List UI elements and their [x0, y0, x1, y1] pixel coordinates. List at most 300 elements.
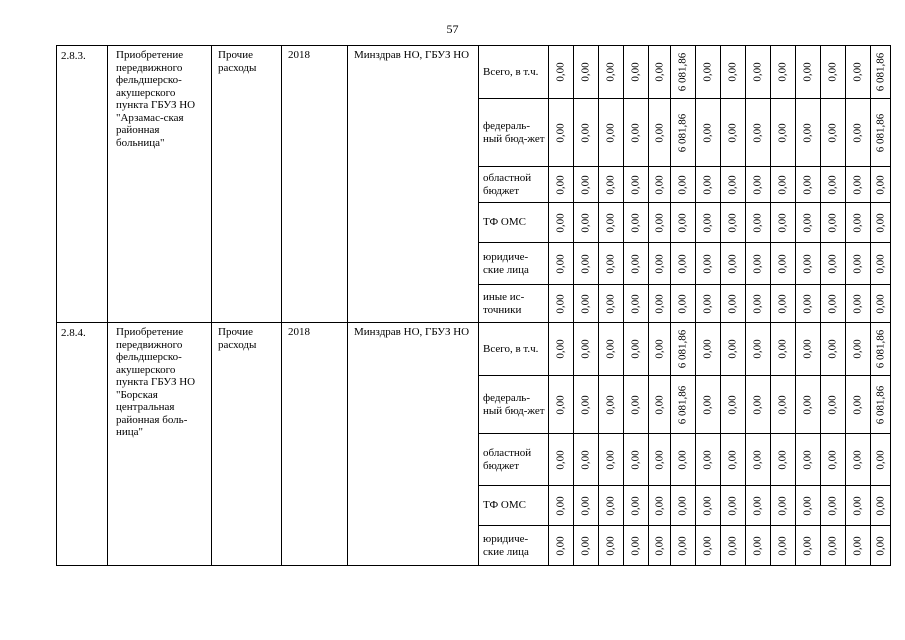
value-cell [649, 376, 671, 434]
zero-value: 0,00 [579, 212, 592, 233]
zero-value: 0,00 [604, 394, 617, 415]
zero-value: 0,00 [604, 62, 617, 82]
value-cell [574, 376, 599, 434]
value-cell [549, 434, 574, 486]
zero-value: 0,00 [874, 495, 886, 516]
zero-value: 0,00 [726, 174, 739, 195]
zero-value: 0,00 [801, 174, 814, 195]
zero-value: 0,00 [604, 293, 617, 314]
value-cell [846, 167, 871, 203]
zero-value: 0,00 [851, 293, 864, 314]
value-cell [649, 167, 671, 203]
zero-value: 0,00 [851, 174, 864, 195]
zero-value: 0,00 [629, 253, 642, 274]
value-cell [671, 285, 696, 323]
total-value: 6 081,86 [676, 113, 689, 152]
value-cell [549, 376, 574, 434]
item-year: 2018 [282, 323, 348, 566]
value-cell [649, 285, 671, 323]
value-cell [746, 486, 771, 526]
zero-value: 0,00 [776, 449, 789, 470]
zero-value: 0,00 [726, 495, 739, 516]
zero-value: 0,00 [776, 394, 789, 415]
zero-value: 0,00 [604, 122, 617, 143]
zero-value: 0,00 [579, 449, 592, 470]
zero-value: 0,00 [801, 212, 814, 233]
funding-source: иные ис-точники [479, 285, 549, 323]
zero-value: 0,00 [653, 174, 665, 195]
value-cell [721, 486, 746, 526]
zero-value: 0,00 [554, 174, 567, 195]
zero-value: 0,00 [751, 253, 764, 274]
value-cell [771, 99, 796, 167]
value-cell [721, 167, 746, 203]
zero-value: 0,00 [776, 495, 789, 516]
zero-value: 0,00 [826, 212, 839, 233]
value-cell [696, 376, 721, 434]
value-cell [721, 526, 746, 566]
zero-value: 0,00 [751, 339, 764, 359]
zero-value: 0,00 [826, 535, 839, 556]
zero-value: 0,00 [676, 535, 689, 556]
zero-value: 0,00 [676, 293, 689, 314]
funding-source: ТФ ОМС [479, 486, 549, 526]
value-cell [871, 376, 891, 434]
value-cell [549, 167, 574, 203]
value-cell [599, 285, 624, 323]
total-value: 6 081,86 [874, 385, 886, 424]
value-cell [549, 526, 574, 566]
value-cell [821, 486, 846, 526]
value-cell [721, 46, 746, 99]
value-cell [574, 434, 599, 486]
zero-value: 0,00 [629, 212, 642, 233]
value-cell [696, 167, 721, 203]
zero-value: 0,00 [801, 394, 814, 415]
zero-value: 0,00 [851, 122, 864, 143]
funding-source: ТФ ОМС [479, 203, 549, 243]
value-cell [574, 167, 599, 203]
funding-source: федераль-ный бюд-жет [479, 376, 549, 434]
zero-value: 0,00 [851, 449, 864, 470]
zero-value: 0,00 [751, 495, 764, 516]
value-cell [871, 434, 891, 486]
value-cell [846, 323, 871, 376]
zero-value: 0,00 [826, 122, 839, 143]
zero-value: 0,00 [701, 339, 714, 359]
value-cell [671, 526, 696, 566]
zero-value: 0,00 [579, 253, 592, 274]
zero-value: 0,00 [751, 174, 764, 195]
value-cell [871, 285, 891, 323]
zero-value: 0,00 [701, 293, 714, 314]
value-cell [721, 203, 746, 243]
value-cell [796, 526, 821, 566]
value-cell [649, 203, 671, 243]
zero-value: 0,00 [653, 212, 665, 233]
value-cell [649, 46, 671, 99]
zero-value: 0,00 [579, 62, 592, 82]
value-cell [846, 203, 871, 243]
zero-value: 0,00 [629, 174, 642, 195]
funding-source: Всего, в т.ч. [479, 46, 549, 99]
value-cell [746, 526, 771, 566]
value-cell [871, 167, 891, 203]
table-row [57, 323, 891, 376]
zero-value: 0,00 [701, 253, 714, 274]
zero-value: 0,00 [874, 212, 886, 233]
value-cell [649, 434, 671, 486]
value-cell [696, 323, 721, 376]
value-cell [696, 486, 721, 526]
value-cell [846, 285, 871, 323]
value-cell [671, 46, 696, 99]
zero-value: 0,00 [851, 212, 864, 233]
value-cell [624, 285, 649, 323]
zero-value: 0,00 [776, 535, 789, 556]
zero-value: 0,00 [701, 535, 714, 556]
value-cell [771, 486, 796, 526]
value-cell [574, 526, 599, 566]
value-cell [771, 46, 796, 99]
value-cell [624, 376, 649, 434]
zero-value: 0,00 [701, 212, 714, 233]
value-cell [746, 203, 771, 243]
zero-value: 0,00 [874, 293, 886, 314]
value-cell [771, 167, 796, 203]
zero-value: 0,00 [801, 495, 814, 516]
value-cell [771, 376, 796, 434]
zero-value: 0,00 [776, 293, 789, 314]
value-cell [721, 285, 746, 323]
zero-value: 0,00 [653, 253, 665, 274]
zero-value: 0,00 [726, 253, 739, 274]
zero-value: 0,00 [726, 535, 739, 556]
value-cell [599, 99, 624, 167]
value-cell [821, 99, 846, 167]
zero-value: 0,00 [851, 394, 864, 415]
value-cell [671, 243, 696, 285]
value-cell [624, 323, 649, 376]
value-cell [871, 99, 891, 167]
value-cell [796, 486, 821, 526]
value-cell [771, 285, 796, 323]
value-cell [746, 243, 771, 285]
zero-value: 0,00 [653, 535, 665, 556]
funding-source: областной бюджет [479, 434, 549, 486]
zero-value: 0,00 [653, 339, 665, 359]
value-cell [624, 203, 649, 243]
zero-value: 0,00 [851, 253, 864, 274]
value-cell [624, 167, 649, 203]
item-name: Приобретение передвижного фельдшерско-акушерского пункта ГБУЗ НО "Борская центральная районная боль-ница" [108, 323, 212, 566]
zero-value: 0,00 [851, 339, 864, 359]
zero-value: 0,00 [776, 339, 789, 359]
value-cell [696, 46, 721, 99]
value-cell [624, 99, 649, 167]
zero-value: 0,00 [776, 62, 789, 82]
value-cell [796, 99, 821, 167]
value-cell [871, 323, 891, 376]
value-cell [599, 526, 624, 566]
value-cell [599, 46, 624, 99]
value-cell [871, 526, 891, 566]
value-cell [746, 434, 771, 486]
value-cell [624, 486, 649, 526]
value-cell [696, 243, 721, 285]
zero-value: 0,00 [701, 495, 714, 516]
expense-type: Прочие расходы [212, 323, 282, 566]
zero-value: 0,00 [701, 62, 714, 82]
value-cell [649, 526, 671, 566]
value-cell [771, 243, 796, 285]
value-cell [796, 434, 821, 486]
zero-value: 0,00 [726, 449, 739, 470]
zero-value: 0,00 [579, 495, 592, 516]
value-cell [746, 99, 771, 167]
value-cell [846, 243, 871, 285]
zero-value: 0,00 [701, 449, 714, 470]
zero-value: 0,00 [751, 449, 764, 470]
zero-value: 0,00 [676, 212, 689, 233]
value-cell [771, 203, 796, 243]
zero-value: 0,00 [726, 212, 739, 233]
responsible-executor: Минздрав НО, ГБУЗ НО [348, 46, 479, 323]
zero-value: 0,00 [826, 339, 839, 359]
zero-value: 0,00 [653, 495, 665, 516]
value-cell [599, 323, 624, 376]
value-cell [846, 486, 871, 526]
value-cell [649, 323, 671, 376]
zero-value: 0,00 [826, 62, 839, 82]
value-cell [574, 99, 599, 167]
value-cell [671, 376, 696, 434]
zero-value: 0,00 [701, 122, 714, 143]
zero-value: 0,00 [554, 535, 567, 556]
value-cell [671, 99, 696, 167]
value-cell [796, 46, 821, 99]
value-cell [599, 167, 624, 203]
value-cell [796, 376, 821, 434]
zero-value: 0,00 [676, 174, 689, 195]
zero-value: 0,00 [874, 535, 886, 556]
value-cell [574, 203, 599, 243]
zero-value: 0,00 [554, 212, 567, 233]
value-cell [771, 434, 796, 486]
zero-value: 0,00 [579, 293, 592, 314]
zero-value: 0,00 [554, 449, 567, 470]
funding-source: Всего, в т.ч. [479, 323, 549, 376]
zero-value: 0,00 [701, 394, 714, 415]
value-cell [821, 167, 846, 203]
value-cell [599, 376, 624, 434]
value-cell [624, 243, 649, 285]
total-value: 6 081,86 [676, 52, 689, 92]
funding-source: юридиче-ские лица [479, 526, 549, 566]
zero-value: 0,00 [751, 535, 764, 556]
zero-value: 0,00 [751, 394, 764, 415]
program-table [56, 45, 891, 566]
total-value: 6 081,86 [874, 52, 886, 92]
total-value: 6 081,86 [874, 113, 886, 152]
zero-value: 0,00 [751, 212, 764, 233]
value-cell [721, 243, 746, 285]
item-number: 2.8.4. [57, 323, 108, 566]
value-cell [624, 526, 649, 566]
zero-value: 0,00 [653, 122, 665, 143]
value-cell [696, 99, 721, 167]
zero-value: 0,00 [676, 495, 689, 516]
zero-value: 0,00 [554, 293, 567, 314]
zero-value: 0,00 [629, 495, 642, 516]
value-cell [624, 46, 649, 99]
value-cell [721, 434, 746, 486]
value-cell [549, 46, 574, 99]
zero-value: 0,00 [751, 62, 764, 82]
value-cell [871, 203, 891, 243]
value-cell [871, 243, 891, 285]
value-cell [746, 376, 771, 434]
value-cell [671, 434, 696, 486]
zero-value: 0,00 [629, 535, 642, 556]
value-cell [821, 46, 846, 99]
zero-value: 0,00 [801, 339, 814, 359]
zero-value: 0,00 [653, 449, 665, 470]
zero-value: 0,00 [653, 62, 665, 82]
zero-value: 0,00 [629, 394, 642, 415]
total-value: 6 081,86 [676, 385, 689, 424]
zero-value: 0,00 [629, 62, 642, 82]
zero-value: 0,00 [851, 495, 864, 516]
value-cell [624, 434, 649, 486]
zero-value: 0,00 [554, 394, 567, 415]
zero-value: 0,00 [801, 293, 814, 314]
value-cell [671, 323, 696, 376]
value-cell [771, 526, 796, 566]
value-cell [696, 203, 721, 243]
item-number: 2.8.3. [57, 46, 108, 323]
total-value: 6 081,86 [676, 329, 689, 369]
value-cell [549, 285, 574, 323]
value-cell [746, 285, 771, 323]
funding-source: юридиче-ские лица [479, 243, 549, 285]
zero-value: 0,00 [776, 253, 789, 274]
value-cell [696, 285, 721, 323]
item-year: 2018 [282, 46, 348, 323]
value-cell [599, 203, 624, 243]
zero-value: 0,00 [874, 174, 886, 195]
value-cell [871, 46, 891, 99]
zero-value: 0,00 [604, 535, 617, 556]
zero-value: 0,00 [676, 253, 689, 274]
total-value: 6 081,86 [874, 329, 886, 369]
value-cell [721, 376, 746, 434]
value-cell [721, 323, 746, 376]
zero-value: 0,00 [629, 293, 642, 314]
funding-source: областной бюджет [479, 167, 549, 203]
value-cell [649, 486, 671, 526]
zero-value: 0,00 [776, 212, 789, 233]
value-cell [821, 434, 846, 486]
zero-value: 0,00 [851, 62, 864, 82]
zero-value: 0,00 [801, 122, 814, 143]
zero-value: 0,00 [604, 174, 617, 195]
zero-value: 0,00 [604, 495, 617, 516]
zero-value: 0,00 [604, 253, 617, 274]
zero-value: 0,00 [726, 62, 739, 82]
zero-value: 0,00 [801, 253, 814, 274]
value-cell [721, 99, 746, 167]
zero-value: 0,00 [554, 495, 567, 516]
zero-value: 0,00 [579, 339, 592, 359]
value-cell [796, 203, 821, 243]
value-cell [846, 99, 871, 167]
zero-value: 0,00 [874, 449, 886, 470]
zero-value: 0,00 [629, 339, 642, 359]
zero-value: 0,00 [826, 394, 839, 415]
value-cell [796, 243, 821, 285]
value-cell [549, 243, 574, 285]
value-cell [549, 203, 574, 243]
zero-value: 0,00 [726, 293, 739, 314]
value-cell [746, 46, 771, 99]
value-cell [821, 203, 846, 243]
value-cell [696, 526, 721, 566]
value-cell [574, 46, 599, 99]
value-cell [549, 99, 574, 167]
value-cell [821, 285, 846, 323]
zero-value: 0,00 [554, 253, 567, 274]
zero-value: 0,00 [604, 339, 617, 359]
value-cell [671, 203, 696, 243]
zero-value: 0,00 [604, 212, 617, 233]
value-cell [671, 486, 696, 526]
zero-value: 0,00 [801, 535, 814, 556]
value-cell [821, 243, 846, 285]
zero-value: 0,00 [801, 449, 814, 470]
zero-value: 0,00 [851, 535, 864, 556]
value-cell [821, 323, 846, 376]
table-row [57, 46, 891, 99]
zero-value: 0,00 [701, 174, 714, 195]
responsible-executor: Минздрав НО, ГБУЗ НО [348, 323, 479, 566]
zero-value: 0,00 [579, 122, 592, 143]
value-cell [599, 486, 624, 526]
expense-type: Прочие расходы [212, 46, 282, 323]
value-cell [649, 99, 671, 167]
value-cell [549, 323, 574, 376]
value-cell [821, 526, 846, 566]
zero-value: 0,00 [874, 253, 886, 274]
zero-value: 0,00 [826, 449, 839, 470]
value-cell [574, 486, 599, 526]
zero-value: 0,00 [776, 174, 789, 195]
value-cell [574, 285, 599, 323]
zero-value: 0,00 [653, 394, 665, 415]
zero-value: 0,00 [801, 62, 814, 82]
zero-value: 0,00 [726, 394, 739, 415]
zero-value: 0,00 [751, 122, 764, 143]
zero-value: 0,00 [554, 339, 567, 359]
zero-value: 0,00 [726, 122, 739, 143]
value-cell [796, 323, 821, 376]
value-cell [771, 323, 796, 376]
value-cell [746, 167, 771, 203]
value-cell [671, 167, 696, 203]
zero-value: 0,00 [726, 339, 739, 359]
funding-source: федераль-ный бюд-жет [479, 99, 549, 167]
value-cell [746, 323, 771, 376]
